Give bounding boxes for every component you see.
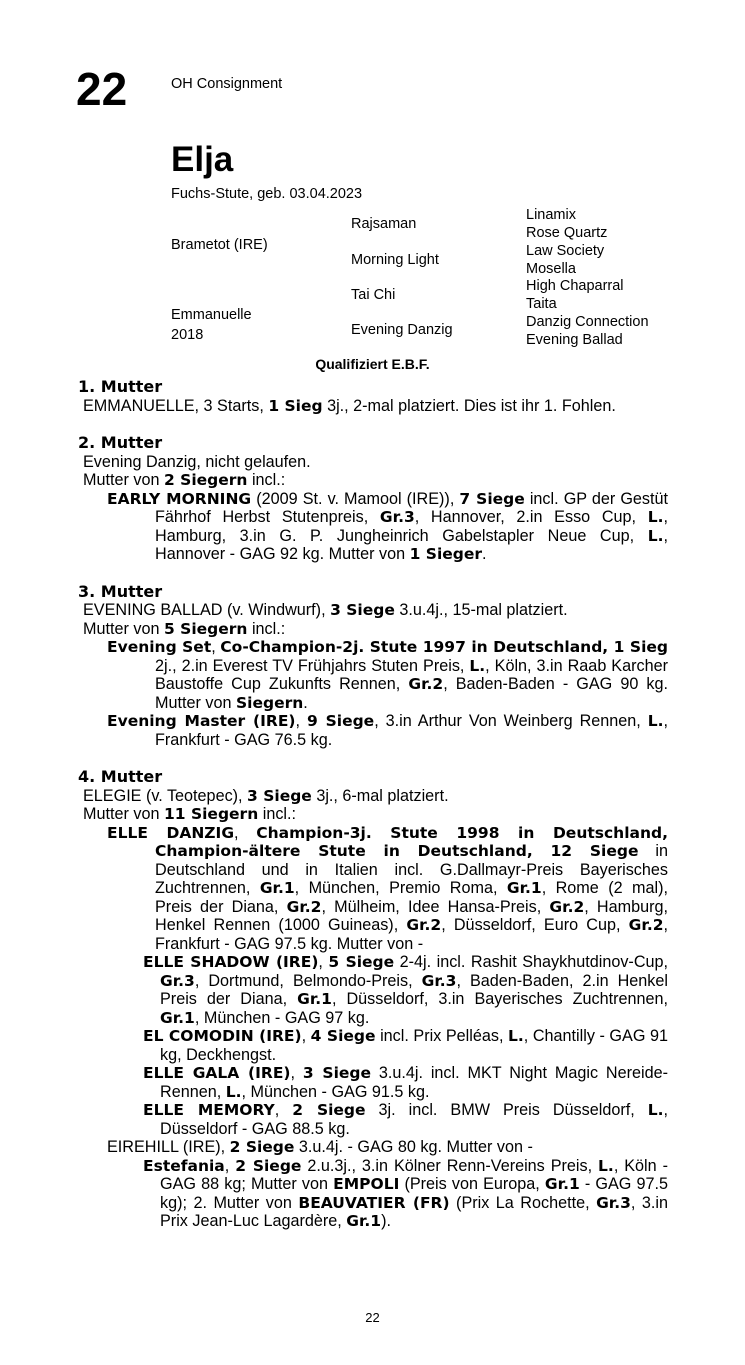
third-dam-line: EVENING BALLAD (v. Windwurf), 3 Siege 3.u.4j., 15-mal platziert. xyxy=(83,601,568,619)
dam-entry: EMMANUELLE, 3 Starts, 1 Sieg 3j., 2-mal platziert. Dies ist ihr 1. Fohlen. xyxy=(83,396,616,415)
family-history xyxy=(78,378,668,1231)
pedigree-gen3: Rose Quartz xyxy=(526,225,608,241)
pedigree-gen2: Tai Chi xyxy=(351,287,396,303)
pedigree-gen3: High Chaparral xyxy=(526,278,624,294)
mother-of-line: Mutter von 2 Siegern incl.: xyxy=(83,471,286,489)
mother-of-line: Mutter von 11 Siegern incl.: xyxy=(83,805,297,823)
pedigree-gen3: Linamix xyxy=(526,207,576,223)
consignor: OH Consignment xyxy=(171,76,283,92)
progeny-entry: EIREHILL (IRE), 2 Siege 3.u.4j. - GAG 80 kg. Mutter von - xyxy=(107,1138,533,1156)
progeny-entry: Evening Set, Co-Champion-2j. Stute 1997 in Deutschland, 1 Sieg 2j., 2.in Everest TV Frühjahrs Stuten Preis, L., Köln, 3.in Raab Karcher Baustoffe Cup Zukunfts Rennen, Gr.2, Baden-Baden - GAG 90 kg. Mutter von Siegern. xyxy=(107,638,668,712)
pedigree-gen3: Mosella xyxy=(526,261,576,277)
pedigree-gen2: Evening Danzig xyxy=(351,322,453,338)
pedigree-gen3: Law Society xyxy=(526,243,605,259)
progeny-entry: ELLE SHADOW (IRE), 5 Siege 2-4j. incl. Rashit Shaykhutdinov-Cup, Gr.3, Dortmund, Belmondo-Preis, Gr.3, Baden-Baden, 2.in Henkel Preis der Diana, Gr.1, Düsseldorf, 3.in Bayerisches Zuchtrennen, Gr.1, München - GAG 97 kg. xyxy=(143,953,669,1027)
progeny-entry: ELLE MEMORY, 2 Siege 3j. incl. BMW Preis Düsseldorf, L., Düsseldorf - GAG 88.5 kg. xyxy=(143,1101,668,1138)
progeny-entry: EARLY MORNING (2009 St. v. Mamool (IRE)), 7 Siege incl. GP der Gestüt Fährhof Herbst Stutenpreis, Gr.3, Hannover, 2.in Esso Cup, L., Hamburg, 3.in G. P. Jungheinrich Gabelstapler Neue Cup, L., Hannover - GAG 92 kg. Mutter von 1 Sieger. xyxy=(107,489,669,563)
pedigree-dam: Emmanuelle xyxy=(171,307,252,323)
mother-of-line: Mutter von 5 Siegern incl.: xyxy=(83,619,286,638)
qualification: Qualifiziert E.B.F. xyxy=(315,356,430,372)
progeny-entry: EL COMODIN (IRE), 4 Siege incl. Prix Pelléas, L., Chantilly - GAG 91 kg, Deckhengst. xyxy=(143,1027,668,1064)
horse-description: Fuchs-Stute, geb. 03.04.2023 xyxy=(171,186,363,202)
pedigree-gen2: Rajsaman xyxy=(351,216,417,232)
page-number: 22 xyxy=(365,1310,380,1325)
section-heading: 1. Mutter xyxy=(78,377,163,396)
progeny-entry: Estefania, 2 Siege 2.u.3j., 3.in Kölner Renn-Vereins Preis, L., Köln - GAG 88 kg; Mutter von EMPOLI (Preis von Europa, Gr.1 - GAG 97.5 kg); 2. Mutter von BEAUVATIER (FR) (Prix La Rochette, Gr.3, 3.in Prix Jean-Luc Lagardère, Gr.1). xyxy=(143,1156,668,1230)
second-dam-line: Evening Danzig, nicht gelaufen. xyxy=(83,452,311,471)
horse-name: Elja xyxy=(171,140,234,179)
progeny-entry: ELLE GALA (IRE), 3 Siege 3.u.4j. incl. MKT Night Magic Nereide-Rennen, L., München - GAG 91.5 kg. xyxy=(143,1064,668,1101)
section-heading: 2. Mutter xyxy=(78,433,163,452)
fourth-dam-line: ELEGIE (v. Teotepec), 3 Siege 3j., 6-mal platziert. xyxy=(83,786,449,805)
pedigree-sire: Brametot (IRE) xyxy=(171,237,268,253)
progeny-entry: ELLE DANZIG, Champion-3j. Stute 1998 in Deutschland, Champion-ältere Stute in Deutschland, 12 Siege in Deutschland und in Italien incl. G.Dallmayr-Preis Bayerisches Zuchtrennen, Gr.1, München, Premio Roma, Gr.1, Rome (2 mal), Preis der Diana, Gr.2, Mülheim, Idee Hansa-Preis, Gr.2, Hamburg, Henkel Rennen (1000 Guineas), Gr.2, Düsseldorf, Euro Cup, Gr.2, Frankfurt - GAG 97.5 kg. Mutter von - xyxy=(107,823,669,953)
pedigree-dam-year: 2018 xyxy=(171,327,204,343)
lot-number: 22 xyxy=(76,63,128,115)
section-heading: 4. Mutter xyxy=(78,767,163,786)
pedigree-gen3: Evening Ballad xyxy=(526,332,623,348)
progeny-entry: Evening Master (IRE), 9 Siege, 3.in Arthur Von Weinberg Rennen, L., Frankfurt - GAG 76.5 kg. xyxy=(107,712,669,749)
pedigree-gen2: Morning Light xyxy=(351,252,439,268)
pedigree-gen3: Danzig Connection xyxy=(526,314,649,330)
section-heading: 3. Mutter xyxy=(78,581,163,601)
pedigree-gen3: Taita xyxy=(526,296,557,312)
